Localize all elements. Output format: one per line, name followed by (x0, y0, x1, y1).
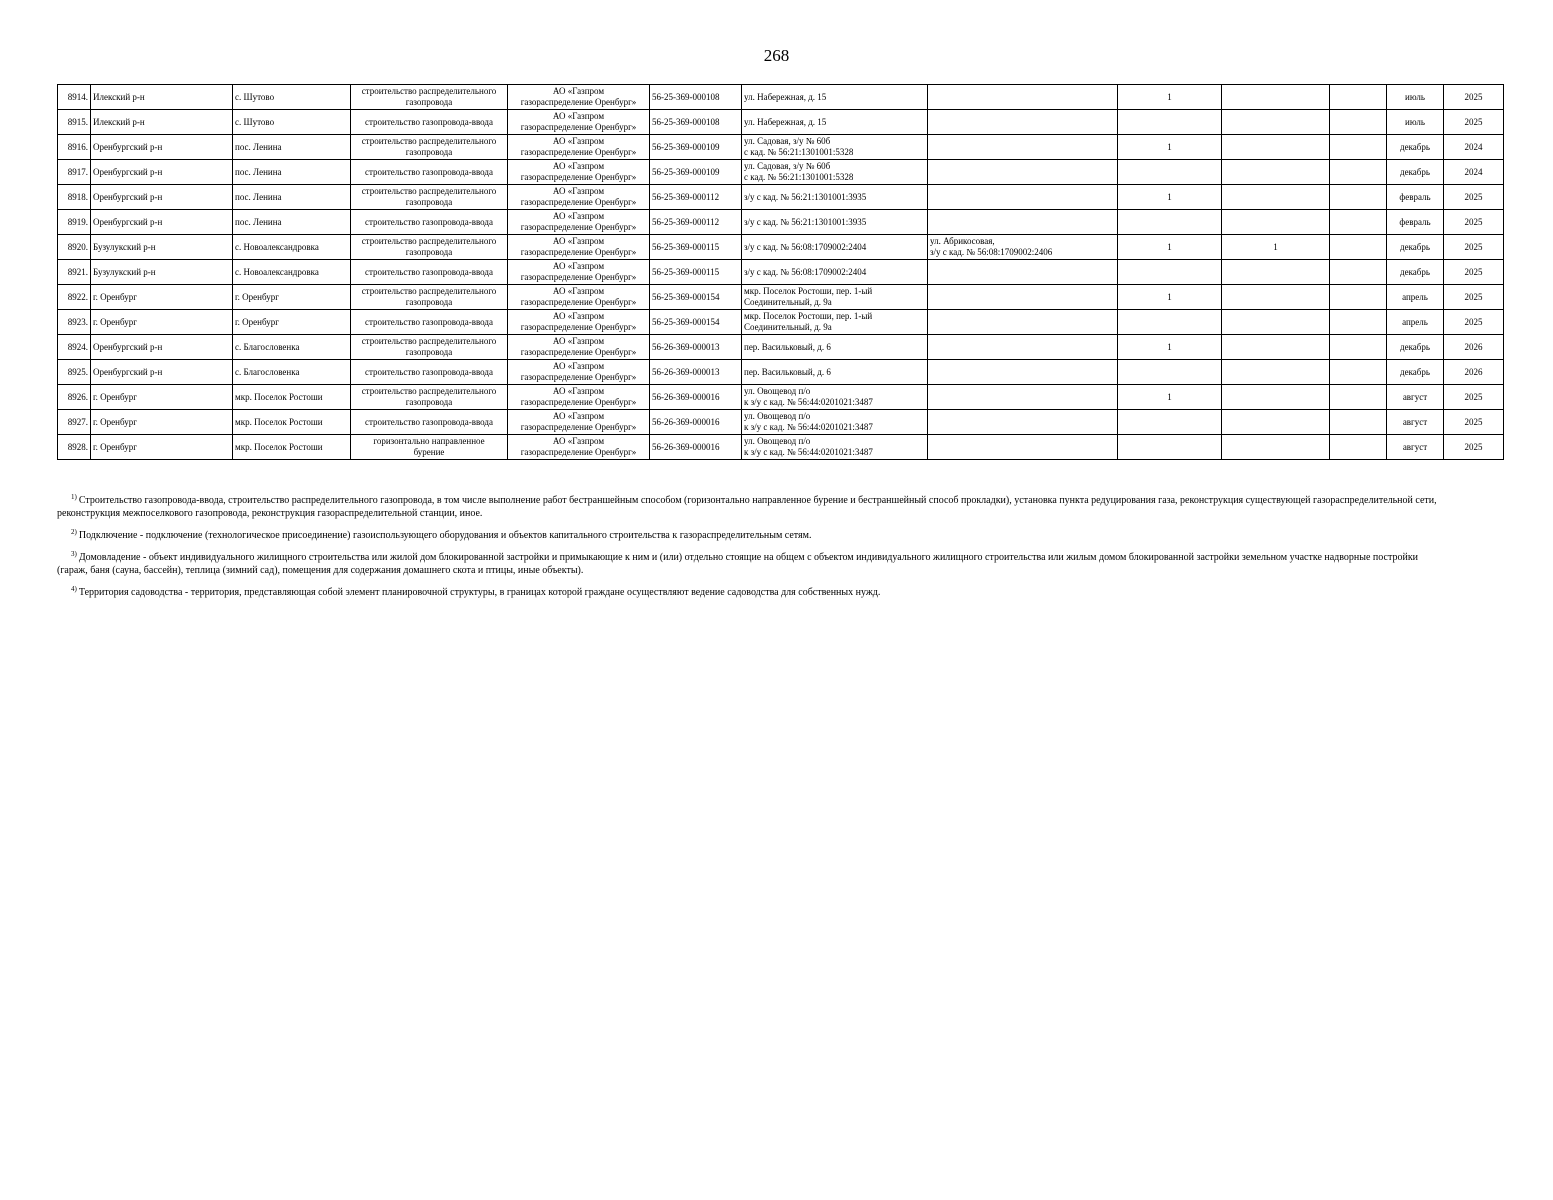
organization-cell: АО «Газпром газораспределение Оренбург» (508, 435, 650, 460)
organization-cell: АО «Газпром газораспределение Оренбург» (508, 385, 650, 410)
work-type-cell: строительство газопровода-ввода (351, 260, 508, 285)
district-cell: Оренбургский р-н (91, 160, 233, 185)
count-cell (1118, 310, 1222, 335)
object-code-cell: 56-26-369-000016 (650, 435, 742, 460)
work-type-cell: строительство распределительного газопровода (351, 235, 508, 260)
object-code-cell: 56-25-369-000112 (650, 210, 742, 235)
count-extra-cell (1222, 210, 1330, 235)
address-extra-cell: ул. Абрикосовая, з/у с кад. № 56:08:1709002:2406 (928, 235, 1118, 260)
object-code-cell: 56-26-369-000013 (650, 360, 742, 385)
gasification-table (57, 84, 1504, 460)
organization-cell: АО «Газпром газораспределение Оренбург» (508, 160, 650, 185)
table-row (58, 285, 1504, 310)
count-extra-cell (1222, 285, 1330, 310)
organization-cell: АО «Газпром газораспределение Оренбург» (508, 310, 650, 335)
address-extra-cell (928, 385, 1118, 410)
organization-cell: АО «Газпром газораспределение Оренбург» (508, 210, 650, 235)
count-cell: 1 (1118, 135, 1222, 160)
address-extra-cell (928, 160, 1118, 185)
count-cell: 1 (1118, 385, 1222, 410)
locality-cell: пос. Ленина (233, 185, 351, 210)
year-cell: 2024 (1444, 135, 1504, 160)
year-cell: 2024 (1444, 160, 1504, 185)
district-cell: г. Оренбург (91, 435, 233, 460)
month-cell: декабрь (1387, 335, 1444, 360)
count-cell (1118, 210, 1222, 235)
address-extra-cell (928, 285, 1118, 310)
count-extra-cell (1222, 160, 1330, 185)
blank-cell (1330, 235, 1387, 260)
count-extra-cell (1222, 410, 1330, 435)
locality-cell: с. Новоалександровка (233, 235, 351, 260)
blank-cell (1330, 260, 1387, 285)
address-extra-cell (928, 110, 1118, 135)
count-extra-cell (1222, 435, 1330, 460)
footnote-3: $^{3)}$ Домовладение - объект индивидуального жилищного строительства или жилой дом блокированной застройки и примыкающие к ним и (или) отдельно стоящие на общем с объектом индивидуального жилищного строительства или жилым домом блокированной застройки земельном участке надворные постройки (гараж, баня (сауна, бассейн), теплица (зимний сад), помещения для содержания домашнего скота и птицы, иные объекты). (57, 550, 1419, 576)
year-cell: 2025 (1444, 210, 1504, 235)
address-cell: з/у с кад. № 56:21:1301001:3935 (742, 210, 928, 235)
locality-cell: с. Благословенка (233, 335, 351, 360)
organization-cell: АО «Газпром газораспределение Оренбург» (508, 110, 650, 135)
count-extra-cell (1222, 335, 1330, 360)
row-number: 8922. (58, 285, 91, 310)
row-number: 8923. (58, 310, 91, 335)
table-row (58, 435, 1504, 460)
row-number: 8925. (58, 360, 91, 385)
district-cell: Оренбургский р-н (91, 135, 233, 160)
organization-cell: АО «Газпром газораспределение Оренбург» (508, 135, 650, 160)
table-row (58, 160, 1504, 185)
address-cell: з/у с кад. № 56:21:1301001:3935 (742, 185, 928, 210)
object-code-cell: 56-25-369-000115 (650, 235, 742, 260)
blank-cell (1330, 285, 1387, 310)
district-cell: г. Оренбург (91, 385, 233, 410)
organization-cell: АО «Газпром газораспределение Оренбург» (508, 410, 650, 435)
address-extra-cell (928, 360, 1118, 385)
page-number: 268 (763, 46, 790, 65)
work-type-cell: строительство газопровода-ввода (351, 210, 508, 235)
table-row (58, 260, 1504, 285)
work-type-cell: строительство газопровода-ввода (351, 310, 508, 335)
address-cell: пер. Васильковый, д. 6 (742, 335, 928, 360)
count-extra-cell (1222, 185, 1330, 210)
table-row (58, 310, 1504, 335)
row-number: 8914. (58, 85, 91, 110)
count-cell (1118, 160, 1222, 185)
month-cell: апрель (1387, 310, 1444, 335)
count-extra-cell (1222, 135, 1330, 160)
row-number: 8918. (58, 185, 91, 210)
year-cell: 2025 (1444, 285, 1504, 310)
count-extra-cell (1222, 310, 1330, 335)
count-cell: 1 (1118, 235, 1222, 260)
table-row (58, 110, 1504, 135)
address-extra-cell (928, 85, 1118, 110)
row-number: 8921. (58, 260, 91, 285)
table-row (58, 335, 1504, 360)
organization-cell: АО «Газпром газораспределение Оренбург» (508, 335, 650, 360)
blank-cell (1330, 385, 1387, 410)
row-number: 8924. (58, 335, 91, 360)
district-cell: г. Оренбург (91, 310, 233, 335)
address-cell: ул. Овощевод п/о к з/у с кад. № 56:44:0201021:3487 (742, 435, 928, 460)
year-cell: 2026 (1444, 360, 1504, 385)
table-row (58, 135, 1504, 160)
month-cell: декабрь (1387, 360, 1444, 385)
object-code-cell: 56-26-369-000016 (650, 385, 742, 410)
row-number: 8920. (58, 235, 91, 260)
count-extra-cell (1222, 110, 1330, 135)
work-type-cell: строительство распределительного газопровода (351, 385, 508, 410)
district-cell: г. Оренбург (91, 285, 233, 310)
work-type-cell: строительство газопровода-ввода (351, 160, 508, 185)
count-cell (1118, 260, 1222, 285)
month-cell: август (1387, 410, 1444, 435)
row-number: 8927. (58, 410, 91, 435)
object-code-cell: 56-25-369-000115 (650, 260, 742, 285)
address-cell: ул. Садовая, з/у № 60б с кад. № 56:21:1301001:5328 (742, 135, 928, 160)
locality-cell: пос. Ленина (233, 135, 351, 160)
row-number: 8926. (58, 385, 91, 410)
organization-cell: АО «Газпром газораспределение Оренбург» (508, 185, 650, 210)
month-cell: декабрь (1387, 160, 1444, 185)
locality-cell: с. Шутово (233, 85, 351, 110)
month-cell: апрель (1387, 285, 1444, 310)
object-code-cell: 56-25-369-000109 (650, 135, 742, 160)
count-extra-cell: 1 (1222, 235, 1330, 260)
object-code-cell: 56-25-369-000112 (650, 185, 742, 210)
work-type-cell: горизонтально направленное бурение (351, 435, 508, 460)
address-cell: з/у с кад. № 56:08:1709002:2404 (742, 235, 928, 260)
locality-cell: пос. Ленина (233, 210, 351, 235)
locality-cell: мкр. Поселок Ростоши (233, 435, 351, 460)
object-code-cell: 56-25-369-000154 (650, 285, 742, 310)
row-number: 8917. (58, 160, 91, 185)
address-cell: ул. Овощевод п/о к з/у с кад. № 56:44:0201021:3487 (742, 385, 928, 410)
blank-cell (1330, 310, 1387, 335)
object-code-cell: 56-25-369-000108 (650, 85, 742, 110)
work-type-cell: строительство распределительного газопровода (351, 335, 508, 360)
district-cell: Илекский р-н (91, 110, 233, 135)
blank-cell (1330, 410, 1387, 435)
district-cell: Оренбургский р-н (91, 210, 233, 235)
table-row (58, 185, 1504, 210)
district-cell: г. Оренбург (91, 410, 233, 435)
locality-cell: мкр. Поселок Ростоши (233, 385, 351, 410)
month-cell: июль (1387, 110, 1444, 135)
blank-cell (1330, 210, 1387, 235)
month-cell: июль (1387, 85, 1444, 110)
locality-cell: с. Благословенка (233, 360, 351, 385)
year-cell: 2025 (1444, 235, 1504, 260)
work-type-cell: строительство распределительного газопровода (351, 185, 508, 210)
year-cell: 2025 (1444, 435, 1504, 460)
footnote-2: $^{2)}$ Подключение - подключение (технологическое присоединение) газоиспользующего оборудования и объектов капитального строительства к газораспределительным сетям. (71, 528, 812, 541)
organization-cell: АО «Газпром газораспределение Оренбург» (508, 235, 650, 260)
work-type-cell: строительство распределительного газопровода (351, 135, 508, 160)
address-extra-cell (928, 410, 1118, 435)
count-cell: 1 (1118, 85, 1222, 110)
organization-cell: АО «Газпром газораспределение Оренбург» (508, 360, 650, 385)
address-extra-cell (928, 310, 1118, 335)
count-extra-cell (1222, 260, 1330, 285)
locality-cell: с. Новоалександровка (233, 260, 351, 285)
organization-cell: АО «Газпром газораспределение Оренбург» (508, 285, 650, 310)
count-cell (1118, 410, 1222, 435)
year-cell: 2025 (1444, 310, 1504, 335)
month-cell: декабрь (1387, 235, 1444, 260)
locality-cell: мкр. Поселок Ростоши (233, 410, 351, 435)
footnotes (57, 491, 1442, 605)
object-code-cell: 56-26-369-000013 (650, 335, 742, 360)
work-type-cell: строительство газопровода-ввода (351, 410, 508, 435)
address-extra-cell (928, 135, 1118, 160)
table-row (58, 410, 1504, 435)
address-cell: ул. Овощевод п/о к з/у с кад. № 56:44:0201021:3487 (742, 410, 928, 435)
object-code-cell: 56-26-369-000016 (650, 410, 742, 435)
address-cell: мкр. Поселок Ростоши, пер. 1-ый Соединительный, д. 9а (742, 285, 928, 310)
blank-cell (1330, 85, 1387, 110)
table-row (58, 385, 1504, 410)
address-cell: з/у с кад. № 56:08:1709002:2404 (742, 260, 928, 285)
month-cell: декабрь (1387, 135, 1444, 160)
footnote-4: $^{4)}$ Территория садоводства - территория, представляющая собой элемент планировочной структуры, в границах которой граждане осуществляют ведение садоводства для собственных нужд. (71, 585, 881, 598)
blank-cell (1330, 135, 1387, 160)
address-extra-cell (928, 185, 1118, 210)
object-code-cell: 56-25-369-000109 (650, 160, 742, 185)
blank-cell (1330, 110, 1387, 135)
object-code-cell: 56-25-369-000154 (650, 310, 742, 335)
footnote-1: $^{1)}$ Строительство газопровода-ввода, строительство распределительного газопровода, в том числе выполнение работ бестраншейным способом (горизонтально направленное бурение и бестраншейный способ прокладки), установка пункта редуцирования газа, реконструкция существующей газораспределительной сети, реконструкция межпоселкового газопровода, реконструкция газораспределительной станции, иное. (57, 493, 1437, 519)
table-row (58, 235, 1504, 260)
address-cell: ул. Набережная, д. 15 (742, 110, 928, 135)
count-extra-cell (1222, 360, 1330, 385)
blank-cell (1330, 335, 1387, 360)
year-cell: 2025 (1444, 385, 1504, 410)
address-extra-cell (928, 210, 1118, 235)
work-type-cell: строительство газопровода-ввода (351, 360, 508, 385)
table-row (58, 210, 1504, 235)
year-cell: 2025 (1444, 260, 1504, 285)
address-extra-cell (928, 335, 1118, 360)
organization-cell: АО «Газпром газораспределение Оренбург» (508, 85, 650, 110)
object-code-cell: 56-25-369-000108 (650, 110, 742, 135)
address-extra-cell (928, 435, 1118, 460)
work-type-cell: строительство газопровода-ввода (351, 110, 508, 135)
year-cell: 2025 (1444, 410, 1504, 435)
month-cell: февраль (1387, 210, 1444, 235)
blank-cell (1330, 360, 1387, 385)
month-cell: август (1387, 385, 1444, 410)
month-cell: декабрь (1387, 260, 1444, 285)
count-cell (1118, 435, 1222, 460)
month-cell: февраль (1387, 185, 1444, 210)
address-cell: пер. Васильковый, д. 6 (742, 360, 928, 385)
locality-cell: пос. Ленина (233, 160, 351, 185)
month-cell: август (1387, 435, 1444, 460)
table-row (58, 85, 1504, 110)
locality-cell: г. Оренбург (233, 285, 351, 310)
district-cell: Илекский р-н (91, 85, 233, 110)
work-type-cell: строительство распределительного газопровода (351, 285, 508, 310)
district-cell: Бузулукский р-н (91, 260, 233, 285)
locality-cell: с. Шутово (233, 110, 351, 135)
year-cell: 2025 (1444, 185, 1504, 210)
count-extra-cell (1222, 385, 1330, 410)
blank-cell (1330, 160, 1387, 185)
address-cell: ул. Садовая, з/у № 60б с кад. № 56:21:1301001:5328 (742, 160, 928, 185)
count-cell: 1 (1118, 285, 1222, 310)
row-number: 8915. (58, 110, 91, 135)
count-cell (1118, 110, 1222, 135)
year-cell: 2025 (1444, 110, 1504, 135)
count-cell (1118, 360, 1222, 385)
district-cell: Бузулукский р-н (91, 235, 233, 260)
district-cell: Оренбургский р-н (91, 185, 233, 210)
locality-cell: г. Оренбург (233, 310, 351, 335)
district-cell: Оренбургский р-н (91, 335, 233, 360)
organization-cell: АО «Газпром газораспределение Оренбург» (508, 260, 650, 285)
row-number: 8916. (58, 135, 91, 160)
blank-cell (1330, 185, 1387, 210)
work-type-cell: строительство распределительного газопровода (351, 85, 508, 110)
count-cell: 1 (1118, 335, 1222, 360)
district-cell: Оренбургский р-н (91, 360, 233, 385)
address-cell: ул. Набережная, д. 15 (742, 85, 928, 110)
address-cell: мкр. Поселок Ростоши, пер. 1-ый Соединительный, д. 9а (742, 310, 928, 335)
row-number: 8928. (58, 435, 91, 460)
blank-cell (1330, 435, 1387, 460)
year-cell: 2026 (1444, 335, 1504, 360)
year-cell: 2025 (1444, 85, 1504, 110)
count-extra-cell (1222, 85, 1330, 110)
address-extra-cell (928, 260, 1118, 285)
row-number: 8919. (58, 210, 91, 235)
table-row (58, 360, 1504, 385)
count-cell: 1 (1118, 185, 1222, 210)
